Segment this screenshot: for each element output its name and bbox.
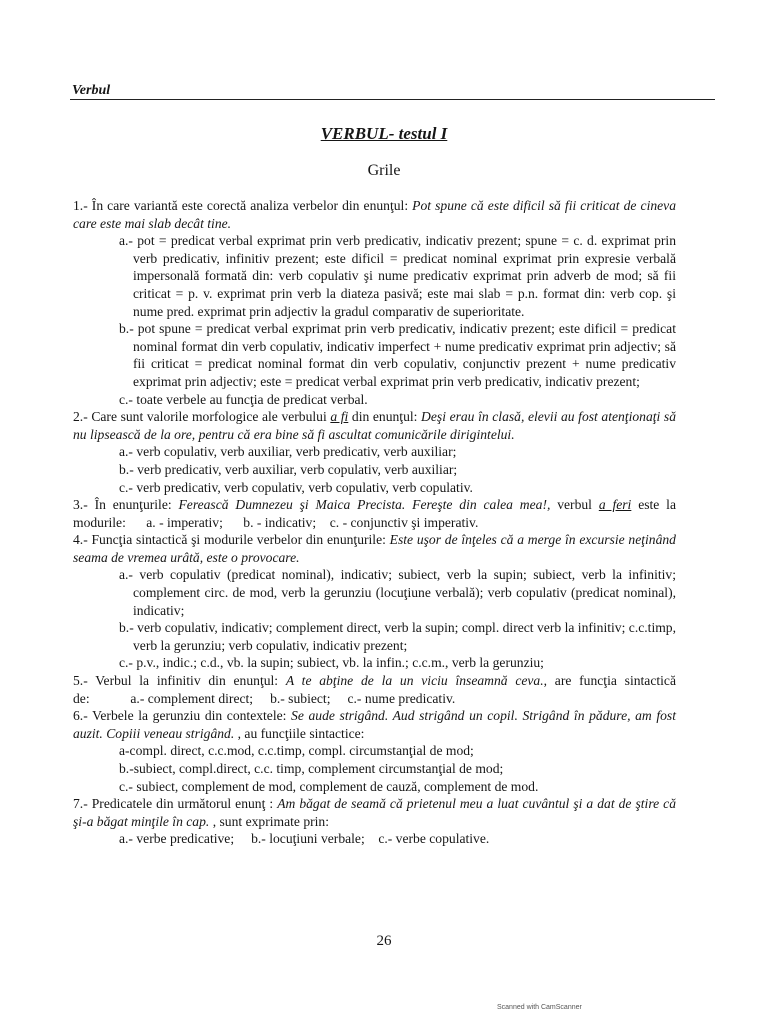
q2-word: a fi xyxy=(330,409,349,425)
question-3 xyxy=(73,496,676,531)
q6-option-c: c.- subiect, complement de mod, complement de cauză, complement de mod. xyxy=(119,778,539,794)
question-6 xyxy=(73,707,676,742)
q6-option-a: a-compl. direct, c.c.mod, c.c.timp, compl. circumstanţial de mod; xyxy=(119,743,474,759)
running-header: Verbul xyxy=(72,83,111,98)
q7-option-c: c.- verbe copulative. xyxy=(378,831,490,847)
q2-option-a: a.- verb copulativ, verb auxiliar, verb predicativ, verb auxiliar; xyxy=(119,444,457,460)
q7-quote: Am băgat de seamă că prietenul meu a luat cuvântul şi a dat de ştire că şi-a băgat minţile în cap. xyxy=(73,796,676,829)
q1-option-b: b.- pot spune = predicat verbal exprimat prin verb predicativ, indicativ prezent; este dificil = predicat nominal format din verb copulativ, indicativ imperfect + nume predicativ exprimat prin adjectiv; să fii criticat = predicat nominal format din verb copulativ, conjunctiv prezent + nume predicativ exprimat prin adjectiv; este = predicat verbal exprimat prin verb predicativ, indicativ prezent; xyxy=(119,321,676,389)
question-1 xyxy=(73,197,676,232)
q3-stem: 3.- În enunţurile: xyxy=(73,497,179,513)
q6-option-b: b.-subiect, compl.direct, c.c. timp, complement circumstanţial de mod; xyxy=(119,761,504,776)
q3-option-c: c. - conjunctiv şi imperativ. xyxy=(329,514,479,530)
header-rule xyxy=(70,99,715,100)
q2-quote: Deşi erau în clasă, elevii au fost atenţionaţi să nu lipsească de la ore, pentru că era bine să fi ascultat comunicările dirigintelui. xyxy=(73,409,677,442)
q4-option-a: a.- verb copulativ (predicat nominal), indicativ; subiect, verb la supin; subiect, verb la infinitiv; complement circ. de mod, verb la gerunziu (locuţiune verbală); verb copulativ (predicat nominal), indicativ; xyxy=(119,567,676,618)
q1-stem: 1.- În care variantă este corectă analiza verbelor din enunţul: xyxy=(73,198,413,213)
q3-option-b: b. - indicativ; xyxy=(243,514,317,530)
q5-stem2: , are funcţia sintactică de: xyxy=(73,673,676,706)
q6-stem2: , au funcţiile sintactice: xyxy=(234,725,365,741)
q1-quote: Pot spune că este dificil să fii criticat de cineva care este mai slab decât tine. xyxy=(73,198,677,231)
q2-option-c: c.- verb predicativ, verb copulativ, verb copulativ, verb copulativ. xyxy=(119,479,473,495)
q5-option-c: c.- nume predicativ. xyxy=(347,690,456,706)
scanner-watermark: Scanned with CamScanner xyxy=(497,1004,582,1011)
q7-stem2: , sunt exprimate prin: xyxy=(209,813,329,829)
q3-word: a feri xyxy=(598,497,632,513)
q2-option-b: b.- verb predicativ, verb auxiliar, verb copulativ, verb auxiliar; xyxy=(119,461,458,477)
q7-option-a: a.- verbe predicative; xyxy=(119,831,235,847)
q3-stem2: verbul xyxy=(550,497,599,513)
q3-option-a: a. - imperativ; xyxy=(146,514,223,530)
question-4 xyxy=(73,531,676,566)
q4-option-c: c.- p.v., indic.; c.d., vb. la supin; subiect, vb. la infin.; c.c.m., verb la gerunziu; xyxy=(119,655,544,671)
q7-stem: 7.- Predicatele din următorul enunţ : xyxy=(73,796,278,812)
q1-option-a: a.- pot = predicat verbal exprimat prin verb predicativ, indicativ prezent; spune = c. d. exprimat prin verb predicativ, infinitiv prezent; este dificil = predicat nominal exprimat prin expresie verbală impersonală formată din: verb copulativ şi nume predicativ exprimat prin adverb de mod; să fii criticat = p. v. exprimat prin verb la diateza pasivă; este mai slab = p.n. format din: verb cop. şi nume pred. exprimat prin adjectiv la gradul comparativ de superioritate. xyxy=(119,233,676,319)
q5-option-b: b.- subiect; xyxy=(270,690,331,706)
q5-option-a: a.- complement direct; xyxy=(130,690,254,706)
q3-quote: Ferească Dumnezeu şi Maica Precista. Fereşte din calea mea!, xyxy=(178,497,551,513)
question-7 xyxy=(73,795,676,830)
q2-stem: 2.- Care sunt valorile morfologice ale verbului xyxy=(73,409,331,425)
q6-stem: 6.- Verbele la gerunziu din contextele: xyxy=(73,708,292,724)
q5-stem: 5.- Verbul la infinitiv din enunţul: xyxy=(73,673,286,689)
q3-stem3: este la modurile: xyxy=(73,497,676,530)
page-title xyxy=(0,124,768,144)
q4-quote: Este uşor de înţeles că a merge în excursie neţinând seama de vremea urâtă, este o provocare. xyxy=(73,532,676,565)
q4-option-b: b.- verb copulativ, indicativ; complement direct, verb la supin; compl. direct verb la infinitiv; c.c.timp, verb la gerunziu; verb copulativ, indicativ prezent; xyxy=(119,620,676,653)
page-number: 26 xyxy=(376,933,392,949)
page-title-text: VERBUL- testul I xyxy=(320,124,448,143)
q1-option-c: c.- toate verbele au funcţia de predicat verbal. xyxy=(119,391,368,407)
q7-options xyxy=(73,830,676,848)
q6-quote: Se aude strigând. Aud strigând un copil. Strigând în pădure, am fost auzit. Copiii veneau strigând. xyxy=(73,708,676,741)
q4-stem: 4.- Funcţia sintactică şi modurile verbelor din enunţurile: xyxy=(73,532,390,548)
q7-option-b: b.- locuţiuni verbale; xyxy=(251,831,365,847)
section-subtitle: Grile xyxy=(367,162,401,179)
q5-quote: A te abţine de la un viciu înseamnă ceva. xyxy=(285,673,544,689)
question-5 xyxy=(73,672,676,707)
question-2 xyxy=(73,408,676,443)
test-content xyxy=(73,197,676,848)
q2-stem2: din enunţul: xyxy=(348,409,422,425)
